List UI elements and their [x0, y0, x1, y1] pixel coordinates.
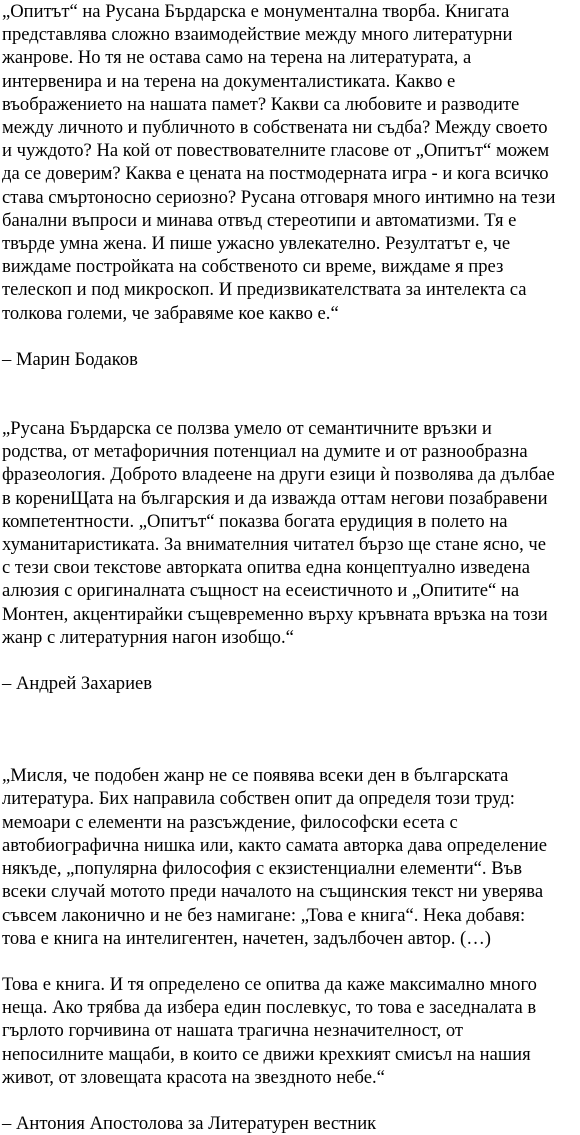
spacer	[2, 1089, 576, 1112]
spacer	[2, 649, 576, 672]
review-author-2: – Андрей Захариев	[2, 673, 153, 695]
spacer	[2, 371, 576, 417]
reviews-document	[2, 0, 576, 1135]
review-quote-1: „Опитът“ на Русана Бърдарска е монументална творба. Книгата представлява сложно взаимодействие между много литературни жанрове. Но тя не остава само на терена на литературата, а интервенира и на терена на документалистиката. Какво е въображението на нашата памет? Какви са любовите и разводите между личното и публичното в собствената ни съдба? Между своето и чуждото? На кой от повествователните гласове от „Опитът“ можем да се доверим? Каква е цената на постмодерната игра - и кога всичко става смъртоносно сериозно? Русана отговаря много интимно на тези банални въпроси и минава отвъд стереотипи и автоматизми. Тя е твърде умна жена. И пише ужасно увлекателно. Резултатът е, че виждаме постройката на собственото си време, виждаме я през телескоп и под микроскоп. И предизвикателствата за интелекта са толкова големи, че забравяме кое какво е.“	[2, 1, 556, 324]
review-quote-2: „Русана Бърдарска се ползва умело от семантичните връзки и родства, от метафоричния потенциал на думите и от разнообразна фразеология. Доброто владеене на други езици ѝ позволява да дълбае в корениЩата на българския и да изважда оттам негови позабравени компетентности. „Опитът“ показва богата ерудиция в полето на хуманитаристиката. За внимателния читател бързо ще стане ясно, че с тези свои текстове авторката опитва една концептуално изведена алюзия с оригиналната същност на есеистичното и „Опитите“ на Монтен, акцентирайки същевременно върху кръвната връзка на този жанр с литературния нагон изобщо.“	[2, 418, 555, 648]
spacer	[2, 950, 576, 973]
spacer	[2, 695, 576, 764]
spacer	[2, 325, 576, 348]
review-quote-3: „Мисля, че подобен жанр не се появява всеки ден в българската литература. Бих направила собствен опит да определя този труд: мемоари с елементи на разсъждение, философски есета с автобиографична нишка или, както самата авторка дава определение някъде, „популярна философия с екзистенциални елементи“. Във всеки случай мотото преди началото на същинския текст ни уверява съвсем лаконично и не без намигане: „Това е книга“. Нека добавя: това е книга на интелигентен, начетен, задълбочен автор. (…)	[2, 765, 547, 949]
review-author-3: – Антония Апостолова за Литературен вестник	[2, 1112, 377, 1134]
review-quote-3-continued: Това е книга. И тя определено се опитва да каже максимално много неща. Ако трябва да избера един послевкус, то това е заседналата в гърлото горчивина от нашата трагична незначителност, от непосилните мащаби, в които се движи крехкият смисъл на нашия живот, от зловещата красота на звездното небе.“	[2, 973, 537, 1088]
review-author-1: – Марин Бодаков	[2, 348, 138, 370]
